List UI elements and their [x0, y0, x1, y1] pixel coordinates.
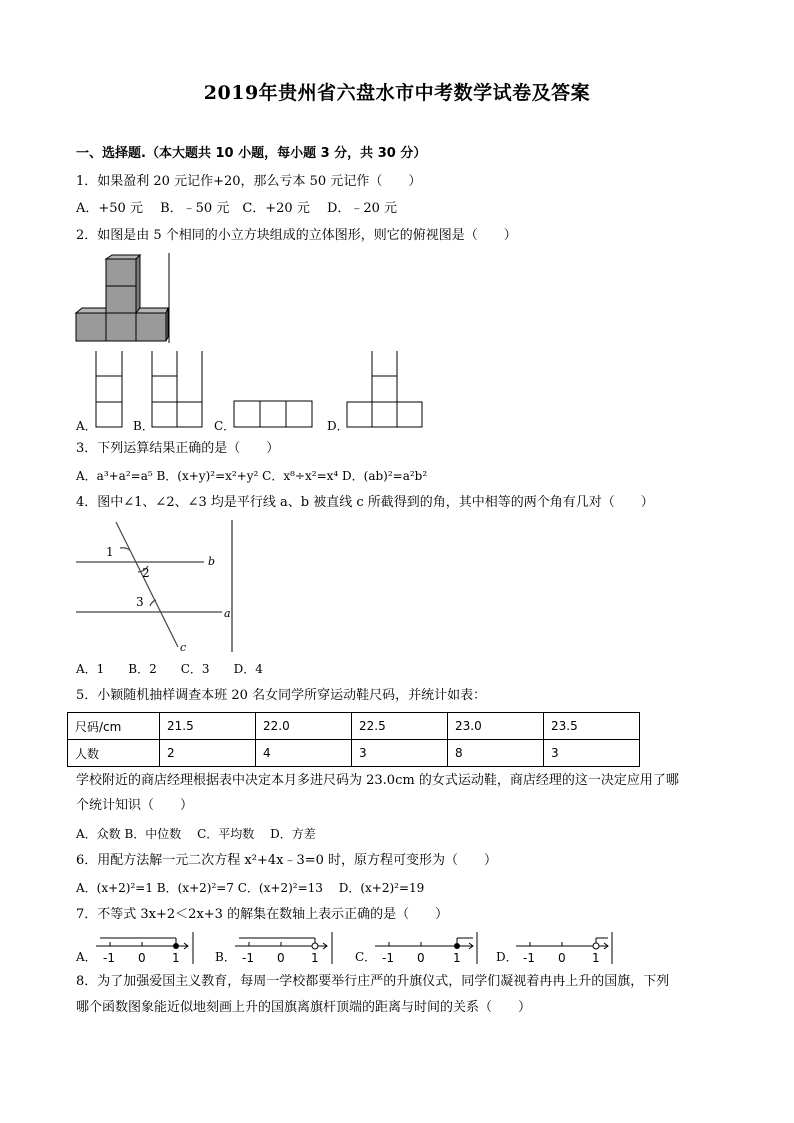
tick-label: 0	[558, 951, 566, 965]
question-1-options: A．+50 元 B．﹣50 元 C．+20 元 D．﹣20 元	[76, 201, 398, 216]
question-4-parallel-lines-figure	[76, 520, 234, 652]
question-2-option-d-figure	[346, 351, 426, 428]
question-2-option-c-figure	[233, 400, 315, 428]
question-2-solid-figure	[76, 253, 171, 343]
question-2-option-d-label: D．	[327, 419, 349, 433]
table-cell: 22.0	[256, 713, 352, 740]
question-2-option-a-label: A．	[76, 419, 97, 433]
tick-label: 1	[592, 951, 600, 965]
table-cell: 尺码/cm	[68, 713, 160, 740]
question-8-text-1: 8．为了加强爱国主义教育，每周一学校都要举行庄严的升旗仪式，同学们凝视着冉冉上升的国旗，下列	[76, 974, 670, 989]
tick-label: -1	[103, 951, 115, 965]
tick-label: -1	[382, 951, 394, 965]
question-3-options: A．a³+a²=a⁵ B．(x+y)²=x²+y² C．x⁸÷x²=x⁴ D．(ab)²=a²b²	[76, 469, 428, 483]
tick-label: 0	[417, 951, 425, 965]
question-2-stem: 2．如图是由 5 个相同的小立方块组成的立体图形，则它的俯视图是（ ）	[76, 228, 517, 243]
question-7-option-b-label: B．	[215, 950, 236, 964]
question-7-option-d-numberline	[516, 932, 616, 964]
table-cell: 8	[448, 740, 544, 767]
tick-label: -1	[523, 951, 535, 965]
table-cell: 3	[544, 740, 640, 767]
angle-label-3: 3	[136, 595, 144, 609]
question-5-text-2: 个统计知识（ ）	[76, 798, 194, 813]
question-1-stem: 1．如果盈利 20 元记作+20，那么亏本 50 元记作（ ）	[76, 174, 422, 189]
tick-label: -1	[242, 951, 254, 965]
question-4-options: A．1 B．2 C．3 D．4	[76, 662, 263, 676]
tick-label: 1	[453, 951, 461, 965]
table-cell: 4	[256, 740, 352, 767]
question-4-stem: 4．图中∠1、∠2、∠3 均是平行线 a、b 被直线 c 所截得到的角，其中相等的两个角有几对（ ）	[76, 495, 654, 510]
angle-label-2: 2	[142, 566, 150, 580]
table-row	[68, 713, 640, 740]
question-5-stem: 5．小颖随机抽样调查本班 20 名女同学所穿运动鞋尺码，并统计如表：	[76, 688, 487, 703]
question-3-stem: 3．下列运算结果正确的是（ ）	[76, 441, 280, 456]
tick-label: 0	[277, 951, 285, 965]
question-2-option-a-figure	[95, 351, 125, 428]
question-7-option-c-numberline	[375, 932, 480, 964]
section-heading: 一、选择题.（本大题共 10 小题，每小题 3 分，共 30 分）	[76, 146, 427, 161]
tick-label: 1	[172, 951, 180, 965]
table-row	[68, 740, 640, 767]
question-7-stem: 7．不等式 3x+2＜2x+3 的解集在数轴上表示正确的是（ ）	[76, 907, 449, 922]
line-label-a: a	[224, 607, 231, 620]
angle-label-1: 1	[106, 545, 114, 559]
shoe-size-table	[67, 712, 640, 767]
question-7-option-d-label: D．	[496, 950, 518, 964]
question-7-option-b-numberline	[235, 932, 335, 964]
table-cell: 2	[160, 740, 256, 767]
table-cell: 22.5	[352, 713, 448, 740]
line-label-b: b	[208, 555, 216, 568]
table-cell: 3	[352, 740, 448, 767]
line-label-c: c	[180, 641, 187, 654]
table-cell: 23.0	[448, 713, 544, 740]
table-cell: 21.5	[160, 713, 256, 740]
table-cell: 23.5	[544, 713, 640, 740]
question-5-options: A．众数 B．中位数 C．平均数 D．方差	[76, 827, 316, 841]
question-2-option-b-figure	[151, 351, 206, 428]
question-5-text-1: 学校附近的商店经理根据表中决定本月多进尺码为 23.0cm 的女式运动鞋，商店经理的这一决定应用了哪	[76, 773, 679, 788]
question-7-option-a-label: A．	[76, 950, 97, 964]
tick-label: 1	[311, 951, 319, 965]
tick-label: 0	[138, 951, 146, 965]
question-6-options: A．(x+2)²=1 B．(x+2)²=7 C．(x+2)²=13 D．(x+2)²=19	[76, 881, 425, 895]
question-2-option-b-label: B．	[133, 419, 154, 433]
question-8-text-2: 哪个函数图象能近似地刻画上升的国旗离旗杆顶端的距离与时间的关系（ ）	[76, 1000, 532, 1015]
question-7-option-a-numberline	[96, 932, 196, 964]
question-2-option-c-label: C．	[214, 419, 236, 433]
question-7-option-c-label: C．	[355, 950, 377, 964]
page-title: 2019年贵州省六盘水市中考数学试卷及答案	[203, 82, 591, 104]
table-cell: 人数	[68, 740, 160, 767]
question-6-stem: 6．用配方法解一元二次方程 x²+4x﹣3=0 时，原方程可变形为（ ）	[76, 853, 498, 868]
